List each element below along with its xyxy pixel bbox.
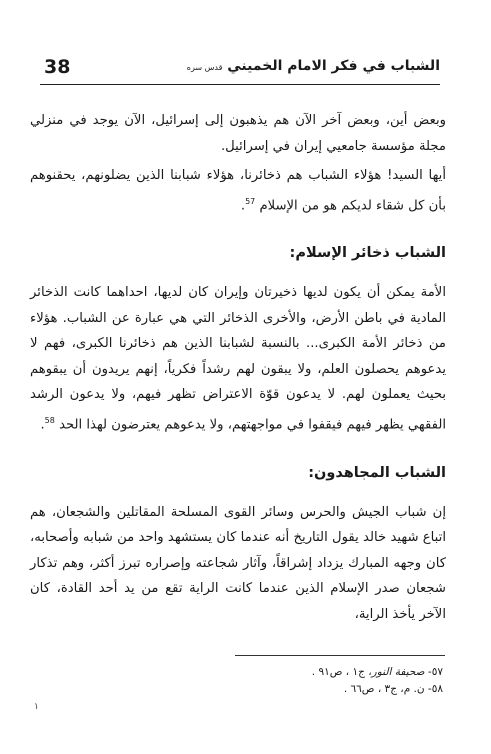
paragraph-1-text: وبعض أين، وبعض آخر الآن هم يذهبون إلى إسرائيل، الآن يوجد في منزلي مجلة مؤسسة جامعيي إيران في إسرائيل. [30, 113, 446, 154]
paragraph-3-text: الأمة يمكن أن يكون لديها ذخيرتان وإيران كان لديها، احداهما كانت الذخائر المادية في باطن الأرض، والأخرى الذخائر التي هي عبارة عن الشباب. هؤلاء من ذخائر الأمة الكبرى... بالنسبة لشبابنا الذين هم ذخائرنا الكبرى، فهم لا يدعوهم يحصلون العلم، ولا يبقون لهم رشداً فكرياً، إنهم يريدون أن يبقوهم بحيث يعملون لهم. لا يدعون قوّة الاعتراض تظهر فيهم، ولا يدعون الرشد الفقهي يظهر فيهم فيقفوا في مواجهتهم، ولا يدعوهم يعترضون لهذا الحد [30, 285, 446, 433]
paragraph-1 [30, 108, 446, 159]
footnote-rule [235, 655, 445, 656]
bottom-mark: ١ [34, 702, 39, 712]
paragraph-4 [30, 500, 446, 628]
section-heading-mujahideen: الشباب المجاهدون: [308, 464, 446, 481]
footnote-57 [143, 664, 443, 681]
footnote-ref-58: 58 [44, 415, 55, 425]
page-header [40, 56, 440, 84]
paragraph-2: أيها السيد! هؤلاء الشباب هم ذخائرنا، هؤلاء شبابنا الذين يضلونهم، يحقنوهم بأن كل شقاء لديكم هو من الإسلام $^{57}$. [30, 168, 446, 213]
paragraph-2-text: أيها السيد! هؤلاء الشباب هم ذخائرنا، هؤلاء شبابنا الذين يضلونهم، يحقنوهم بأن كل شقاء لديكم هو من الإسلام [30, 168, 446, 213]
running-title [187, 58, 440, 74]
footnote-57-number: ٥٧- [427, 666, 443, 678]
page-number: 38 [44, 56, 71, 78]
footnote-57-rest: ، ج١ ، ص٩١ . [311, 666, 372, 678]
footnote-57-source: صحيفة النور [371, 666, 425, 678]
honorific: قدس سره [186, 63, 223, 72]
page-body [30, 108, 446, 627]
footnote-58: ٥٨- ن. م، ج٣ ، ص٦٦ . [343, 683, 443, 695]
paragraph-3: الأمة يمكن أن يكون لديها ذخيرتان وإيران كان لديها، احداهما كانت الذخائر المادية في باطن الأرض، والأخرى الذخائر التي هي عبارة عن الشباب. هؤلاء من ذخائر الأمة الكبرى... بالنسبة لشبابنا الذين هم ذخائرنا الكبرى، فهم لا يدعوهم يحصلون العلم، ولا يبقون لهم رشداً فكرياً، إنهم يريدون أن يبقوهم بحيث يعملون لهم. لا يدعون قوّة الاعتراض تظهر فيهم، ولا يدعون الرشد الفقهي يظهر فيهم فيقفوا في مواجهتهم، ولا يدعوهم يعترضون لهذا الحد $^{58}$. [30, 285, 446, 433]
footnotes [143, 664, 443, 698]
section-heading-treasures: الشباب ذخائر الإسلام: [289, 245, 446, 262]
running-title-text: الشباب في فكر الامام الخميني [227, 58, 440, 74]
header-rule [40, 84, 440, 85]
paragraph-4-text: إن شباب الجيش والحرس وسائر القوى المسلحة المقاتلين والشجعان، هم اتباع شهيد خالد يقول التاريخ أنه عندما كان يستشهد واحد من شبابه وأصحابه، كان وجهه المبارك يزداد إشراقاً، وآثار شجاعته وإصراره تبرز أكثر، وهم تذكار شجعان صدر الإسلام الذين عندما كانت الراية تقع من يد أحد القادة، كان الآخر يأخذ الراية، [30, 504, 446, 622]
footnote-ref-57: 57 [245, 196, 256, 206]
